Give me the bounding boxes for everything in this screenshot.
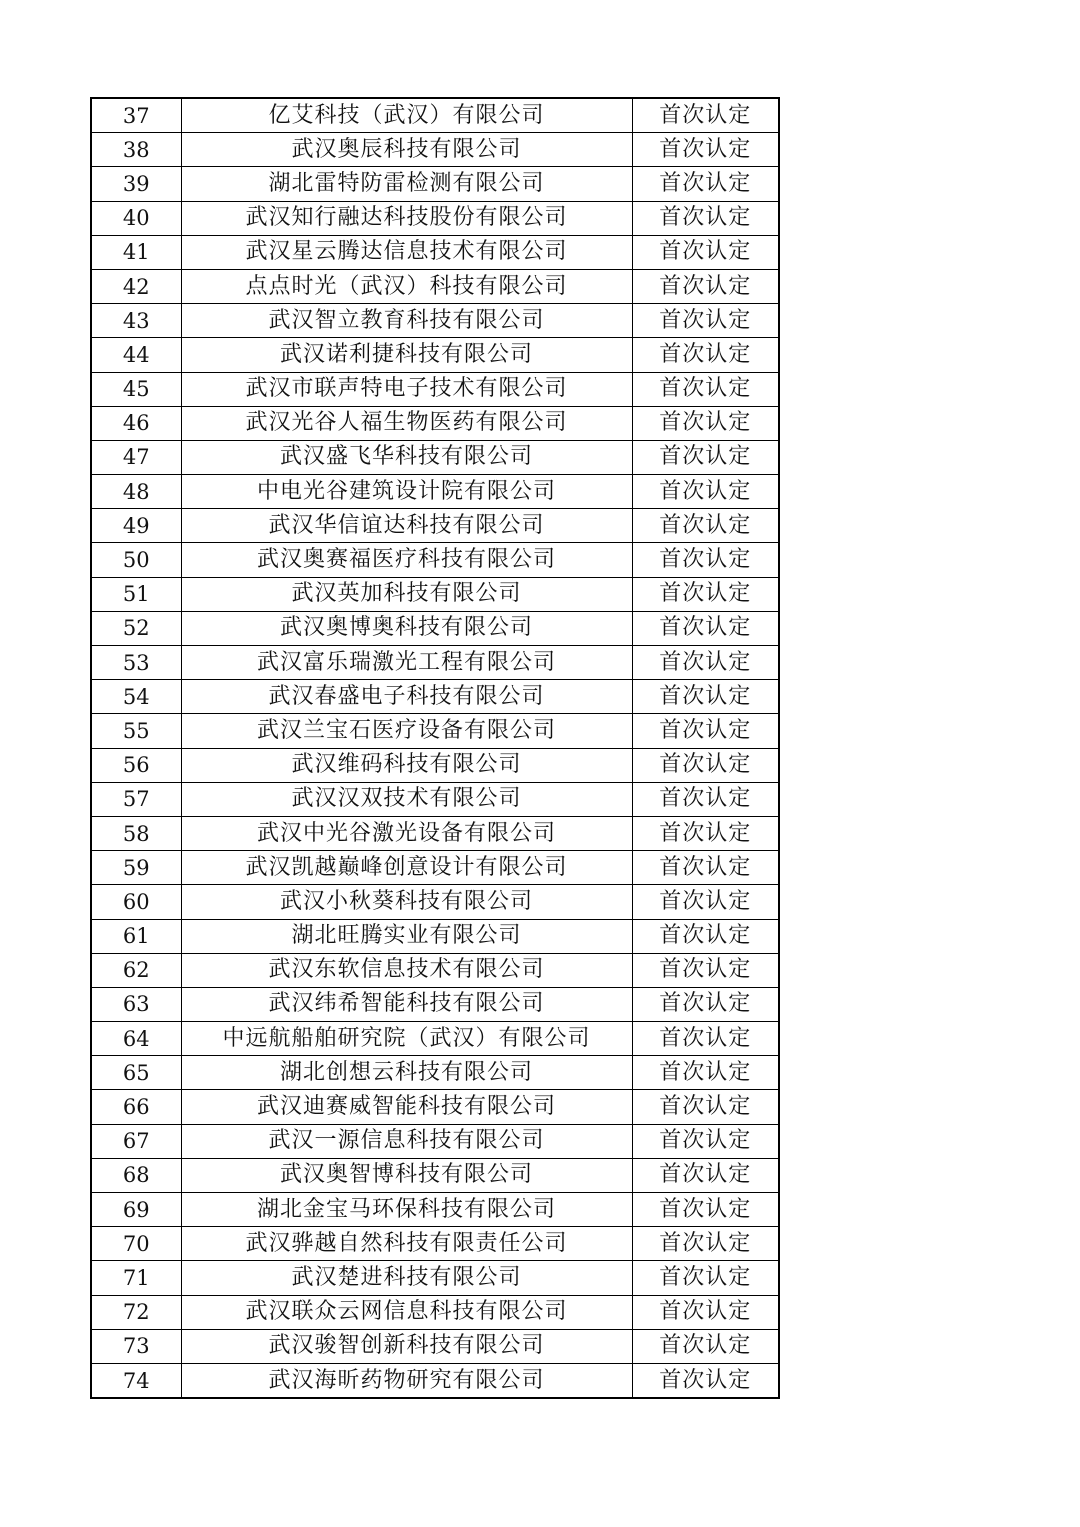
table-row: [91, 1056, 779, 1090]
row-number-cell: 59: [91, 851, 181, 885]
row-number-cell: 62: [91, 953, 181, 987]
row-number-cell: 67: [91, 1124, 181, 1158]
table-row: [91, 269, 779, 303]
row-number-cell: 43: [91, 304, 181, 338]
company-name-cell: 武汉楚进科技有限公司: [181, 1261, 632, 1295]
table-row: [91, 611, 779, 645]
company-name-cell: 武汉小秋葵科技有限公司: [181, 885, 632, 919]
certification-status-cell: 首次认定: [632, 987, 779, 1021]
certification-status-cell: 首次认定: [632, 440, 779, 474]
certification-status-cell: 首次认定: [632, 509, 779, 543]
company-name-cell: 武汉汉双技术有限公司: [181, 782, 632, 816]
row-number-cell: 46: [91, 406, 181, 440]
company-name-cell: 武汉英加科技有限公司: [181, 577, 632, 611]
row-number-cell: 69: [91, 1193, 181, 1227]
table-row: [91, 509, 779, 543]
table-row: [91, 440, 779, 474]
row-number-cell: 52: [91, 611, 181, 645]
company-name-cell: 武汉东软信息技术有限公司: [181, 953, 632, 987]
row-number-cell: 73: [91, 1329, 181, 1363]
table-row: [91, 748, 779, 782]
certification-status-cell: 首次认定: [632, 953, 779, 987]
company-name-cell: 武汉纬希智能科技有限公司: [181, 987, 632, 1021]
company-name-cell: 武汉一源信息科技有限公司: [181, 1124, 632, 1158]
certification-status-cell: 首次认定: [632, 714, 779, 748]
certification-status-cell: 首次认定: [632, 782, 779, 816]
company-list-table: [90, 97, 780, 1399]
company-name-cell: 武汉骅越自然科技有限责任公司: [181, 1227, 632, 1261]
company-name-cell: 武汉兰宝石医疗设备有限公司: [181, 714, 632, 748]
certification-status-cell: 首次认定: [632, 1261, 779, 1295]
table-body: [91, 98, 779, 1398]
certification-status-cell: 首次认定: [632, 475, 779, 509]
row-number-cell: 72: [91, 1295, 181, 1329]
row-number-cell: 37: [91, 98, 181, 133]
row-number-cell: 40: [91, 201, 181, 235]
certification-status-cell: 首次认定: [632, 680, 779, 714]
table-row: [91, 953, 779, 987]
certification-status-cell: 首次认定: [632, 372, 779, 406]
company-name-cell: 点点时光（武汉）科技有限公司: [181, 269, 632, 303]
certification-status-cell: 首次认定: [632, 167, 779, 201]
company-name-cell: 武汉富乐瑞激光工程有限公司: [181, 646, 632, 680]
table-row: [91, 304, 779, 338]
certification-status-cell: 首次认定: [632, 1056, 779, 1090]
row-number-cell: 50: [91, 543, 181, 577]
certification-status-cell: 首次认定: [632, 133, 779, 167]
row-number-cell: 63: [91, 987, 181, 1021]
table-row: [91, 133, 779, 167]
company-name-cell: 湖北金宝马环保科技有限公司: [181, 1193, 632, 1227]
company-name-cell: 武汉光谷人福生物医药有限公司: [181, 406, 632, 440]
table-row: [91, 816, 779, 850]
certification-status-cell: 首次认定: [632, 269, 779, 303]
row-number-cell: 49: [91, 509, 181, 543]
row-number-cell: 41: [91, 235, 181, 269]
table-row: [91, 646, 779, 680]
table-row: [91, 1124, 779, 1158]
table-row: [91, 919, 779, 953]
row-number-cell: 64: [91, 1022, 181, 1056]
company-name-cell: 武汉奥智博科技有限公司: [181, 1158, 632, 1192]
company-name-cell: 武汉奥赛福医疗科技有限公司: [181, 543, 632, 577]
company-name-cell: 武汉奥辰科技有限公司: [181, 133, 632, 167]
certification-status-cell: 首次认定: [632, 1329, 779, 1363]
certification-status-cell: 首次认定: [632, 1295, 779, 1329]
certification-status-cell: 首次认定: [632, 543, 779, 577]
company-name-cell: 武汉华信谊达科技有限公司: [181, 509, 632, 543]
company-name-cell: 湖北创想云科技有限公司: [181, 1056, 632, 1090]
certification-status-cell: 首次认定: [632, 919, 779, 953]
table-row: [91, 1363, 779, 1398]
table-row: [91, 406, 779, 440]
company-name-cell: 湖北旺腾实业有限公司: [181, 919, 632, 953]
table-row: [91, 1090, 779, 1124]
certification-status-cell: 首次认定: [632, 748, 779, 782]
certification-status-cell: 首次认定: [632, 1124, 779, 1158]
certification-status-cell: 首次认定: [632, 885, 779, 919]
certification-status-cell: 首次认定: [632, 1193, 779, 1227]
table-row: [91, 1261, 779, 1295]
certification-status-cell: 首次认定: [632, 1090, 779, 1124]
table-row: [91, 1022, 779, 1056]
certification-status-cell: 首次认定: [632, 1158, 779, 1192]
certification-status-cell: 首次认定: [632, 1363, 779, 1398]
row-number-cell: 66: [91, 1090, 181, 1124]
company-name-cell: 武汉凯越巅峰创意设计有限公司: [181, 851, 632, 885]
row-number-cell: 53: [91, 646, 181, 680]
company-name-cell: 武汉诺利捷科技有限公司: [181, 338, 632, 372]
table-row: [91, 680, 779, 714]
row-number-cell: 65: [91, 1056, 181, 1090]
row-number-cell: 47: [91, 440, 181, 474]
table-row: [91, 98, 779, 133]
table-row: [91, 167, 779, 201]
company-name-cell: 武汉盛飞华科技有限公司: [181, 440, 632, 474]
table-row: [91, 1193, 779, 1227]
table-row: [91, 987, 779, 1021]
certification-status-cell: 首次认定: [632, 816, 779, 850]
row-number-cell: 54: [91, 680, 181, 714]
company-name-cell: 武汉迪赛威智能科技有限公司: [181, 1090, 632, 1124]
table-row: [91, 201, 779, 235]
company-name-cell: 亿艾科技（武汉）有限公司: [181, 98, 632, 133]
company-name-cell: 武汉骏智创新科技有限公司: [181, 1329, 632, 1363]
certification-status-cell: 首次认定: [632, 851, 779, 885]
table-row: [91, 782, 779, 816]
row-number-cell: 61: [91, 919, 181, 953]
company-name-cell: 湖北雷特防雷检测有限公司: [181, 167, 632, 201]
row-number-cell: 74: [91, 1363, 181, 1398]
row-number-cell: 71: [91, 1261, 181, 1295]
row-number-cell: 44: [91, 338, 181, 372]
company-name-cell: 武汉中光谷激光设备有限公司: [181, 816, 632, 850]
certification-status-cell: 首次认定: [632, 338, 779, 372]
table-row: [91, 338, 779, 372]
company-name-cell: 武汉维码科技有限公司: [181, 748, 632, 782]
company-name-cell: 中电光谷建筑设计院有限公司: [181, 475, 632, 509]
row-number-cell: 55: [91, 714, 181, 748]
table-row: [91, 851, 779, 885]
certification-status-cell: 首次认定: [632, 235, 779, 269]
table-row: [91, 543, 779, 577]
company-name-cell: 武汉联众云网信息科技有限公司: [181, 1295, 632, 1329]
table-row: [91, 235, 779, 269]
row-number-cell: 56: [91, 748, 181, 782]
row-number-cell: 45: [91, 372, 181, 406]
table-row: [91, 475, 779, 509]
row-number-cell: 38: [91, 133, 181, 167]
row-number-cell: 48: [91, 475, 181, 509]
table-row: [91, 577, 779, 611]
row-number-cell: 42: [91, 269, 181, 303]
company-name-cell: 武汉星云腾达信息技术有限公司: [181, 235, 632, 269]
certification-status-cell: 首次认定: [632, 406, 779, 440]
certification-status-cell: 首次认定: [632, 1227, 779, 1261]
row-number-cell: 70: [91, 1227, 181, 1261]
row-number-cell: 58: [91, 816, 181, 850]
row-number-cell: 68: [91, 1158, 181, 1192]
table-row: [91, 372, 779, 406]
row-number-cell: 57: [91, 782, 181, 816]
table-row: [91, 1329, 779, 1363]
certification-status-cell: 首次认定: [632, 646, 779, 680]
company-name-cell: 武汉春盛电子科技有限公司: [181, 680, 632, 714]
table-row: [91, 885, 779, 919]
company-name-cell: 武汉市联声特电子技术有限公司: [181, 372, 632, 406]
row-number-cell: 51: [91, 577, 181, 611]
certification-status-cell: 首次认定: [632, 611, 779, 645]
row-number-cell: 60: [91, 885, 181, 919]
table-row: [91, 1295, 779, 1329]
table-row: [91, 1158, 779, 1192]
company-name-cell: 武汉智立教育科技有限公司: [181, 304, 632, 338]
certification-status-cell: 首次认定: [632, 201, 779, 235]
company-name-cell: 武汉海昕药物研究有限公司: [181, 1363, 632, 1398]
row-number-cell: 39: [91, 167, 181, 201]
company-name-cell: 中远航船舶研究院（武汉）有限公司: [181, 1022, 632, 1056]
table-row: [91, 1227, 779, 1261]
certification-status-cell: 首次认定: [632, 98, 779, 133]
certification-status-cell: 首次认定: [632, 577, 779, 611]
company-name-cell: 武汉知行融达科技股份有限公司: [181, 201, 632, 235]
certification-status-cell: 首次认定: [632, 1022, 779, 1056]
table-row: [91, 714, 779, 748]
company-name-cell: 武汉奥博奥科技有限公司: [181, 611, 632, 645]
certification-status-cell: 首次认定: [632, 304, 779, 338]
